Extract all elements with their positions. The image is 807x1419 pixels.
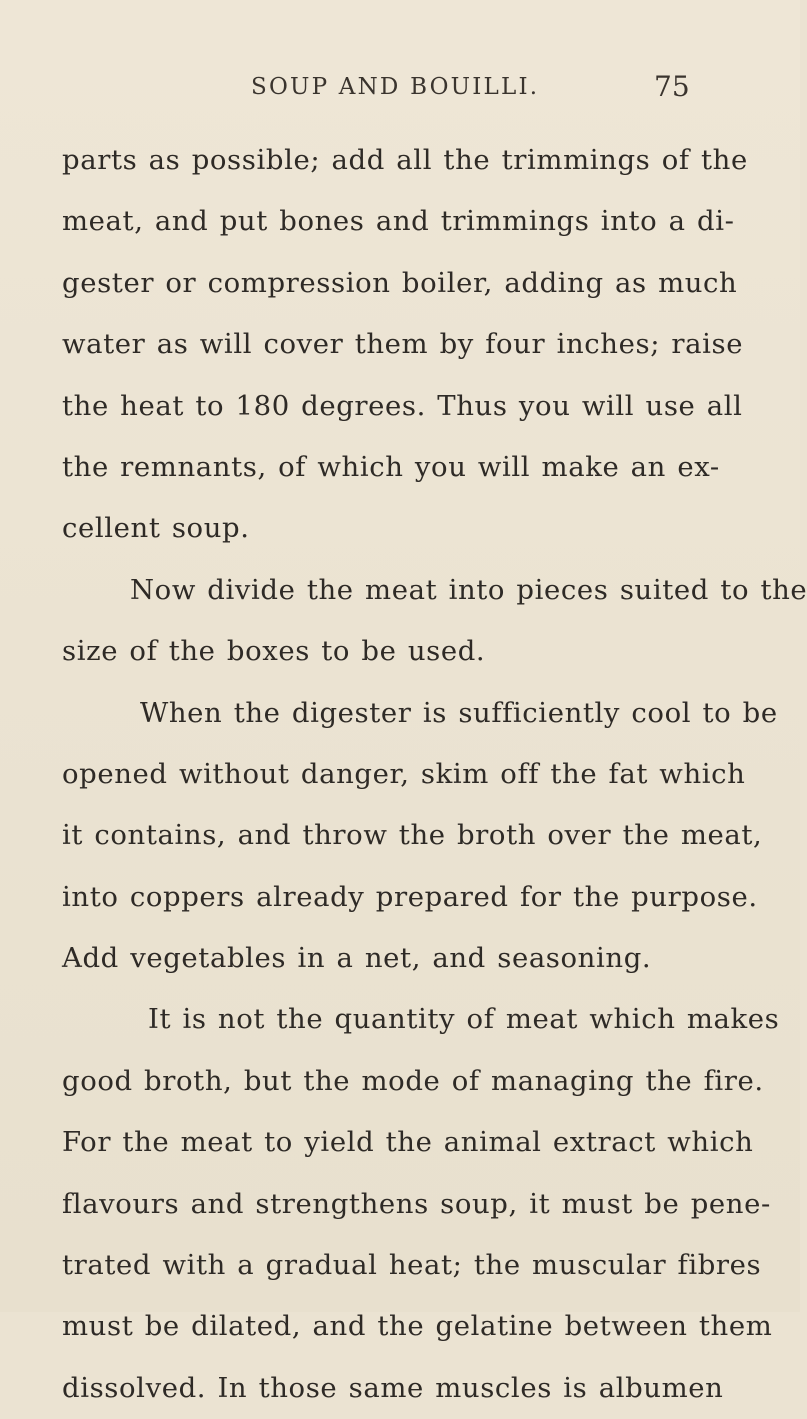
text-line: trated with a gradual heat; the muscular fibres — [62, 1249, 762, 1282]
text-line: the remnants, of which you will make an ex- — [62, 450, 720, 483]
text-line: into coppers already prepared for the purpose. — [62, 880, 758, 913]
text-line: For the meat to yield the animal extract which — [62, 1126, 754, 1159]
text-line: size of the boxes to be used. — [62, 635, 486, 668]
text-line: flavours and strengthens soup, it must be pene- — [62, 1187, 771, 1220]
text-line: Add vegetables in a net, and seasoning. — [62, 942, 652, 975]
text-line: water as will cover them by four inches; raise — [62, 328, 744, 361]
body-text — [62, 130, 807, 1419]
text-line: gester or compression boiler, adding as much — [62, 266, 738, 299]
text-line: parts as possible; add all the trimmings of the — [62, 144, 748, 176]
text-line: good broth, but the mode of managing the fire. — [62, 1064, 764, 1097]
text-line: Now divide the meat into pieces suited to the — [130, 573, 807, 606]
text-line: dissolved. In those same muscles is albumen — [62, 1371, 724, 1404]
text-line: must be dilated, and the gelatine between them — [62, 1310, 773, 1343]
text-line: meat, and put bones and trimmings into a di- — [62, 205, 735, 238]
text-line: When the digester is sufficiently cool to be — [140, 696, 778, 729]
text-line: It is not the quantity of meat which makes — [148, 1003, 780, 1036]
page-number: 75 — [654, 70, 690, 103]
running-title: SOUP AND BOUILLI. — [251, 74, 540, 100]
text-line: cellent soup. — [62, 512, 250, 545]
text-line: it contains, and throw the broth over the meat, — [62, 819, 763, 852]
text-line: the heat to 180 degrees. Thus you will use all — [62, 389, 743, 422]
text-line: opened without danger, skim off the fat which — [62, 757, 746, 790]
